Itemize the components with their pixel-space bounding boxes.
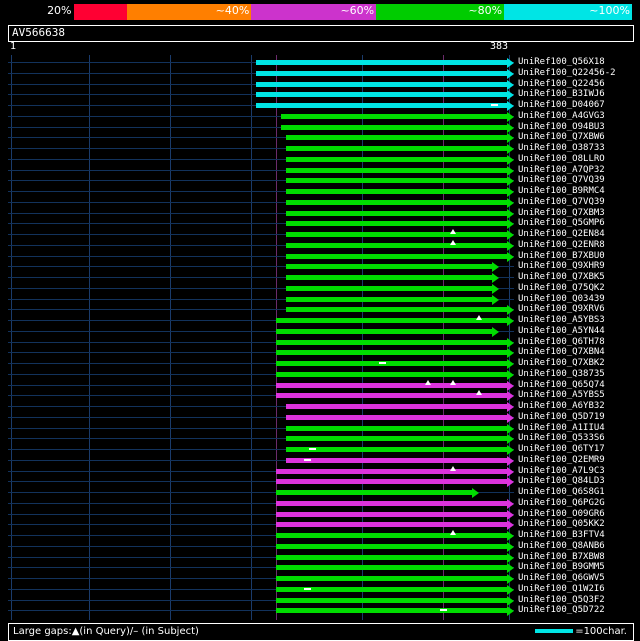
alignment-bar[interactable] bbox=[276, 544, 507, 549]
alignment-arrowhead bbox=[507, 187, 514, 197]
alignment-row[interactable] bbox=[8, 530, 514, 541]
alignment-row[interactable] bbox=[8, 304, 514, 315]
alignment-arrowhead bbox=[507, 585, 514, 595]
alignment-row[interactable] bbox=[8, 573, 514, 584]
hit-label[interactable]: UniRef100_Q2EMR9 bbox=[518, 455, 605, 465]
hit-label[interactable]: UniRef100_A5YBS5 bbox=[518, 390, 605, 400]
alignment-arrowhead bbox=[507, 391, 514, 401]
hit-label[interactable]: UniRef100_Q6TY17 bbox=[518, 444, 605, 454]
hit-label[interactable]: UniRef100_Q05KK2 bbox=[518, 519, 605, 529]
alignment-bar[interactable] bbox=[286, 211, 507, 216]
legend-segment-4 bbox=[251, 4, 376, 20]
hit-label[interactable]: UniRef100_A7L9C3 bbox=[518, 466, 605, 476]
alignment-row[interactable] bbox=[8, 186, 514, 197]
hit-label[interactable]: UniRef100_Q56X18 bbox=[518, 57, 605, 67]
hit-label[interactable]: UniRef100_Q1W2I6 bbox=[518, 584, 605, 594]
hit-label[interactable]: UniRef100_Q5GMP6 bbox=[518, 218, 605, 228]
alignment-arrowhead bbox=[507, 434, 514, 444]
alignment-arrowhead bbox=[507, 58, 514, 68]
alignment-row[interactable] bbox=[8, 444, 514, 455]
scale-bar-icon bbox=[535, 629, 573, 633]
ruler-tick-end: 383 bbox=[490, 41, 509, 52]
alignment-arrowhead bbox=[507, 241, 514, 251]
alignment-arrowhead bbox=[507, 155, 514, 165]
hit-label[interactable]: UniRef100_Q9XHR9 bbox=[518, 261, 605, 271]
alignment-arrowhead bbox=[507, 69, 514, 79]
hit-label[interactable]: UniRef100_Q7XBW6 bbox=[518, 132, 605, 142]
footer-legend bbox=[8, 623, 634, 641]
subject-gap-marker-icon bbox=[309, 448, 316, 450]
alignment-bar[interactable] bbox=[256, 82, 507, 87]
hit-label[interactable]: UniRef100_O38733 bbox=[518, 143, 605, 153]
hit-label[interactable]: UniRef100_Q03439 bbox=[518, 294, 605, 304]
alignment-bar[interactable] bbox=[276, 361, 507, 366]
alignment-row[interactable] bbox=[8, 584, 514, 595]
alignment-row[interactable] bbox=[8, 240, 514, 251]
alignment-row[interactable] bbox=[8, 541, 514, 552]
alignment-bar[interactable] bbox=[286, 447, 507, 452]
alignment-row[interactable] bbox=[8, 57, 514, 68]
hit-label[interactable]: UniRef100_B9GMM5 bbox=[518, 562, 605, 572]
alignment-bar[interactable] bbox=[276, 533, 507, 538]
alignment-row[interactable] bbox=[8, 476, 514, 487]
alignment-bar[interactable] bbox=[276, 318, 507, 323]
alignment-bar[interactable] bbox=[286, 189, 507, 194]
alignment-arrowhead bbox=[507, 531, 514, 541]
alignment-bar[interactable] bbox=[286, 307, 507, 312]
alignment-bar[interactable] bbox=[276, 598, 507, 603]
alignment-arrowhead bbox=[492, 262, 499, 272]
alignment-arrowhead bbox=[507, 133, 514, 143]
legend-segment-1 bbox=[8, 4, 74, 20]
alignment-row[interactable] bbox=[8, 229, 514, 240]
legend-segment-label: ~80% bbox=[468, 4, 503, 17]
hit-label[interactable]: UniRef100_Q22456 bbox=[518, 79, 605, 89]
alignment-bar[interactable] bbox=[276, 608, 507, 613]
alignment-row[interactable] bbox=[8, 487, 514, 498]
alignment-bar[interactable] bbox=[286, 157, 507, 162]
alignment-bar[interactable] bbox=[286, 264, 492, 269]
scale-legend bbox=[535, 626, 627, 637]
alignment-bar[interactable] bbox=[286, 275, 492, 280]
alignment-row[interactable] bbox=[8, 143, 514, 154]
identity-color-legend bbox=[8, 4, 632, 20]
alignment-arrowhead bbox=[492, 273, 499, 283]
alignment-row[interactable] bbox=[8, 89, 514, 100]
alignment-row[interactable] bbox=[8, 175, 514, 186]
hit-label[interactable]: UniRef100_Q7XBK5 bbox=[518, 272, 605, 282]
subject-gap-marker-icon bbox=[440, 609, 447, 611]
alignment-row[interactable] bbox=[8, 358, 514, 369]
alignment-bar[interactable] bbox=[276, 383, 507, 388]
alignment-row[interactable] bbox=[8, 111, 514, 122]
alignment-arrowhead bbox=[507, 359, 514, 369]
hit-label[interactable]: UniRef100_Q7XBN4 bbox=[518, 347, 605, 357]
alignment-arrowhead bbox=[507, 520, 514, 530]
alignment-arrowhead bbox=[507, 348, 514, 358]
alignment-arrowhead bbox=[507, 606, 514, 616]
hit-label[interactable]: UniRef100_Q7VQ39 bbox=[518, 175, 605, 185]
alignment-bar[interactable] bbox=[276, 350, 507, 355]
alignment-arrowhead bbox=[507, 402, 514, 412]
hit-label[interactable]: UniRef100_Q5D722 bbox=[518, 605, 605, 615]
alignment-arrowhead bbox=[507, 499, 514, 509]
hit-label[interactable]: UniRef100_Q8ANB6 bbox=[518, 541, 605, 551]
alignment-bar[interactable] bbox=[286, 135, 507, 140]
legend-segment-2 bbox=[74, 4, 127, 20]
alignment-bar[interactable] bbox=[286, 436, 507, 441]
hit-label[interactable]: UniRef100_A4GVG3 bbox=[518, 111, 605, 121]
alignment-bar[interactable] bbox=[281, 114, 507, 119]
alignment-row[interactable] bbox=[8, 347, 514, 358]
alignment-bar[interactable] bbox=[276, 329, 492, 334]
alignment-row[interactable] bbox=[8, 433, 514, 444]
alignment-row[interactable] bbox=[8, 326, 514, 337]
alignment-row[interactable] bbox=[8, 562, 514, 573]
alignment-row[interactable] bbox=[8, 132, 514, 143]
legend-segment-6 bbox=[504, 4, 632, 20]
alignment-plot bbox=[8, 55, 514, 620]
hit-label[interactable]: UniRef100_O8LLRO bbox=[518, 154, 605, 164]
alignment-bar[interactable] bbox=[276, 501, 507, 506]
alignment-row[interactable] bbox=[8, 100, 514, 111]
alignment-row[interactable] bbox=[8, 261, 514, 272]
hit-label[interactable]: UniRef100_Q6PG2G bbox=[518, 498, 605, 508]
alignment-row[interactable] bbox=[8, 68, 514, 79]
query-gap-marker-icon bbox=[425, 380, 431, 385]
hit-label[interactable]: UniRef100_B7XBU0 bbox=[518, 251, 605, 261]
query-gap-marker-icon bbox=[450, 530, 456, 535]
alignment-arrowhead bbox=[507, 101, 514, 111]
alignment-row[interactable] bbox=[8, 401, 514, 412]
alignment-arrowhead bbox=[507, 542, 514, 552]
hit-label[interactable]: UniRef100_Q5Q3F2 bbox=[518, 595, 605, 605]
alignment-bar[interactable] bbox=[286, 178, 507, 183]
hit-label[interactable]: UniRef100_Q38735 bbox=[518, 369, 605, 379]
subject-gap-marker-icon bbox=[304, 459, 311, 461]
legend-segment-label: ~100% bbox=[589, 4, 630, 17]
query-gap-marker-icon bbox=[476, 315, 482, 320]
hit-label[interactable]: UniRef100_A6YB32 bbox=[518, 401, 605, 411]
legend-segment-label: 20% bbox=[47, 4, 72, 17]
query-gap-marker-icon bbox=[476, 390, 482, 395]
alignment-row[interactable] bbox=[8, 412, 514, 423]
query-ruler bbox=[8, 41, 632, 55]
alignment-bar[interactable] bbox=[276, 512, 507, 517]
alignment-row[interactable] bbox=[8, 455, 514, 466]
alignment-arrowhead bbox=[507, 370, 514, 380]
alignment-row[interactable] bbox=[8, 498, 514, 509]
hit-label[interactable]: UniRef100_Q7XBK2 bbox=[518, 358, 605, 368]
hit-label[interactable]: UniRef100_A7QP32 bbox=[518, 165, 605, 175]
alignment-bar[interactable] bbox=[256, 92, 507, 97]
legend-segment-5 bbox=[376, 4, 504, 20]
hit-label[interactable]: UniRef100_Q7XBM3 bbox=[518, 208, 605, 218]
alignment-arrowhead bbox=[507, 230, 514, 240]
alignment-bar[interactable] bbox=[286, 243, 507, 248]
alignment-bar[interactable] bbox=[276, 565, 507, 570]
alignment-arrowhead bbox=[507, 219, 514, 229]
alignment-arrowhead bbox=[507, 305, 514, 315]
query-id-label: AV566638 bbox=[12, 26, 65, 39]
hit-label[interactable]: UniRef100_Q6GWV5 bbox=[518, 573, 605, 583]
alignment-arrowhead bbox=[507, 477, 514, 487]
alignment-row[interactable] bbox=[8, 197, 514, 208]
alignment-arrowhead bbox=[492, 327, 499, 337]
hit-label[interactable]: UniRef100_Q84LD3 bbox=[518, 476, 605, 486]
hit-label[interactable]: UniRef100_Q6TH78 bbox=[518, 337, 605, 347]
legend-segment-label: ~60% bbox=[340, 4, 375, 17]
hit-label[interactable]: UniRef100_Q65Q74 bbox=[518, 380, 605, 390]
alignment-bar[interactable] bbox=[276, 393, 507, 398]
alignment-bar[interactable] bbox=[276, 555, 507, 560]
query-id-box bbox=[8, 25, 634, 42]
hit-label[interactable]: UniRef100_B7XBW8 bbox=[518, 552, 605, 562]
alignment-row[interactable] bbox=[8, 315, 514, 326]
alignment-arrowhead bbox=[507, 445, 514, 455]
hit-label[interactable]: UniRef100_A5YN44 bbox=[518, 326, 605, 336]
alignment-row[interactable] bbox=[8, 605, 514, 616]
subject-gap-marker-icon bbox=[304, 588, 311, 590]
alignment-arrowhead bbox=[507, 144, 514, 154]
alignment-row[interactable] bbox=[8, 283, 514, 294]
alignment-arrowhead bbox=[492, 284, 499, 294]
alignment-arrowhead bbox=[507, 456, 514, 466]
alignment-row[interactable] bbox=[8, 519, 514, 530]
query-gap-marker-icon bbox=[450, 229, 456, 234]
hit-label[interactable]: UniRef100_O09GR6 bbox=[518, 509, 605, 519]
alignment-row[interactable] bbox=[8, 272, 514, 283]
alignment-row[interactable] bbox=[8, 218, 514, 229]
hit-label[interactable]: UniRef100_Q2ENR8 bbox=[518, 240, 605, 250]
alignment-row[interactable] bbox=[8, 390, 514, 401]
alignment-bar[interactable] bbox=[276, 522, 507, 527]
alignment-arrowhead bbox=[507, 198, 514, 208]
alignment-bar[interactable] bbox=[286, 426, 507, 431]
hit-label[interactable]: UniRef100_Q5D719 bbox=[518, 412, 605, 422]
hit-label[interactable]: UniRef100_B3FTV4 bbox=[518, 530, 605, 540]
hit-label[interactable]: UniRef100_Q75QK2 bbox=[518, 283, 605, 293]
alignment-bar[interactable] bbox=[276, 490, 471, 495]
hit-label[interactable]: UniRef100_Q9XRV6 bbox=[518, 304, 605, 314]
alignment-bar[interactable] bbox=[286, 232, 507, 237]
alignment-bar[interactable] bbox=[276, 469, 507, 474]
subject-gap-marker-icon bbox=[379, 362, 386, 364]
ruler-tick-start: 1 bbox=[10, 41, 17, 52]
alignment-bar[interactable] bbox=[286, 168, 507, 173]
alignment-bar[interactable] bbox=[286, 404, 507, 409]
alignment-bar[interactable] bbox=[256, 71, 507, 76]
hit-label[interactable]: UniRef100_Q2EN84 bbox=[518, 229, 605, 239]
query-gap-marker-icon bbox=[450, 380, 456, 385]
alignment-bar[interactable] bbox=[286, 200, 507, 205]
alignment-bar[interactable] bbox=[256, 103, 507, 108]
alignment-bar[interactable] bbox=[286, 146, 507, 151]
alignment-bar[interactable] bbox=[276, 587, 507, 592]
alignment-bar[interactable] bbox=[276, 372, 507, 377]
alignment-bar[interactable] bbox=[256, 60, 507, 65]
legend-segment-label: ~40% bbox=[215, 4, 250, 17]
hit-label[interactable]: UniRef100_B9RMC4 bbox=[518, 186, 605, 196]
hit-label[interactable]: UniRef100_O94BU3 bbox=[518, 122, 605, 132]
gap-note-label: Large gaps:▲(in Query)/– (in Subject) bbox=[13, 626, 199, 637]
alignment-bar[interactable] bbox=[276, 576, 507, 581]
alignment-arrowhead bbox=[507, 563, 514, 573]
alignment-arrowhead bbox=[472, 488, 479, 498]
alignment-bar[interactable] bbox=[286, 254, 507, 259]
hit-label[interactable]: UniRef100_Q22456-2 bbox=[518, 68, 616, 78]
hit-label[interactable]: UniRef100_A5YBS3 bbox=[518, 315, 605, 325]
alignment-arrowhead bbox=[507, 316, 514, 326]
alignment-arrowhead bbox=[507, 176, 514, 186]
hit-label[interactable]: UniRef100_Q533S6 bbox=[518, 433, 605, 443]
alignment-bar[interactable] bbox=[286, 286, 492, 291]
query-gap-marker-icon bbox=[450, 240, 456, 245]
alignment-bar[interactable] bbox=[286, 415, 507, 420]
alignment-arrowhead bbox=[507, 90, 514, 100]
alignment-bar[interactable] bbox=[281, 125, 507, 130]
alignment-bar[interactable] bbox=[276, 479, 507, 484]
hit-label[interactable]: UniRef100_D04067 bbox=[518, 100, 605, 110]
alignment-bar[interactable] bbox=[286, 297, 492, 302]
alignment-bar[interactable] bbox=[286, 458, 507, 463]
hit-label[interactable]: UniRef100_A1IIU4 bbox=[518, 423, 605, 433]
alignment-row[interactable] bbox=[8, 154, 514, 165]
hit-label[interactable]: UniRef100_Q6S8G1 bbox=[518, 487, 605, 497]
alignment-row[interactable] bbox=[8, 369, 514, 380]
alignment-arrowhead bbox=[507, 574, 514, 584]
alignment-bar[interactable] bbox=[276, 340, 507, 345]
legend-segment-3 bbox=[127, 4, 252, 20]
scale-legend-label: =100char. bbox=[575, 626, 627, 637]
hit-label[interactable]: UniRef100_B3IWJ6 bbox=[518, 89, 605, 99]
subject-gap-marker-icon bbox=[491, 104, 498, 106]
alignment-arrowhead bbox=[507, 413, 514, 423]
query-gap-marker-icon bbox=[450, 466, 456, 471]
alignment-arrowhead bbox=[507, 112, 514, 122]
hit-label[interactable]: UniRef100_Q7VQ39 bbox=[518, 197, 605, 207]
hit-label-column bbox=[518, 55, 640, 620]
alignment-bar[interactable] bbox=[286, 221, 507, 226]
